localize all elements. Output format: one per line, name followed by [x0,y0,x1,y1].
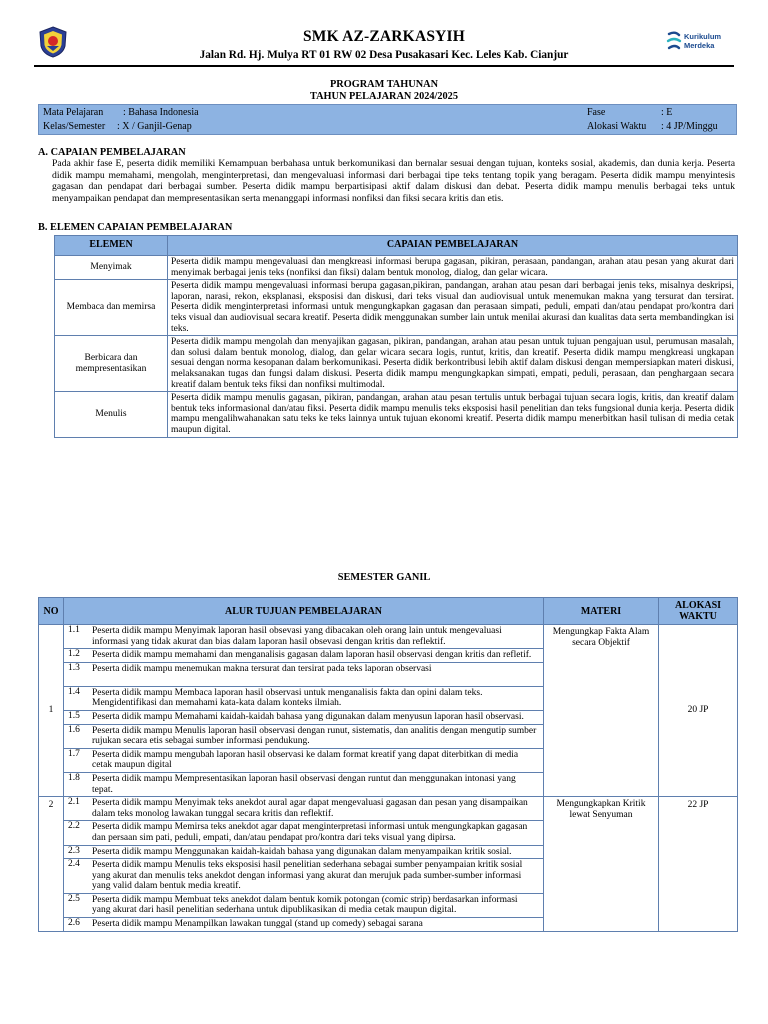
list-item: 1.8 Peserta didik mampu Mempresentasikan laporan hasil observasi dengan runtut dan menggunakan intonasi yang tepat. [68,772,516,795]
list-item: 2.6 Peserta didik mampu Menampilkan lawakan tunggal (stand up comedy) sebagai sarana [68,918,423,930]
col-elemen-header: ELEMEN [55,236,168,256]
table-row [39,625,738,797]
list-item: 2.4 Peserta didik mampu Menulis teks eksposisi hasil penelitian sederhana sebagai sumber penyampaian kritik sosial yang akurat dan menulis teks anekdot dengan informasi yang akurat dan merujuk pada sumber-sumber informasi yang valid dalam bentuk media kreatif. [64,859,543,894]
fase-value: : E [661,107,673,118]
group-number: 1 [39,625,64,797]
list-item: 2.5 Peserta didik mampu Membuat teks anekdot dalam bentuk komik potongan (comic strip) berdasarkan informasi yang akurat dari hasil penelitian sederhana untuk dipublikasikan di media cetak maupun digital. [64,894,543,918]
list-item: 2.3 Peserta didik mampu Menggunakan kaidah-kaidah bahasa yang digunakan dalam menyampaikan kritik sosial. [64,846,543,860]
program-title: PROGRAM TAHUNAN [329,79,439,90]
elemen-name: Menulis [55,392,168,437]
capaian-text: Pada akhir fase E, peserta didik memiliki Kemampuan berbahasa untuk berkomunikasi dan bernalar sesuai dengan tujuan, konteks sosial, akademis, dan dunia kerja. Peserta didik mampu memahami, mengolah, menginterpretasi, dan mengevaluasi informasi dari berbagai tipe teks tentang topik yang beragam. Peserta didik mampu menyintesis gagasan dan pendapat dari berbagai sumber. Peserta didik mampu berpartisipasi aktif dalam diskusi dan debat. Peserta didik mampu menulis berbagai teks untuk menyampaikan pendapat dan mempresentasikan serta menanggapi informasi nonfiksi dan fiksi secara kritis dan etis. [52,158,735,204]
col-no-header: NO [39,598,64,625]
group-number: 2 [39,797,64,932]
list-item: 1.5 Peserta didik mampu Memahami kaidah-kaidah bahasa yang digunakan dalam menyusun laporan hasil observasi. [64,711,543,725]
list-item: 1.6 Peserta didik mampu Menulis laporan hasil observasi dengan runut, sistematis, dan analitis dengan mengutip sumber rujukan secara etis sebagai sumber informasi pendukung. [64,725,543,749]
materi-cell: Mengungkapkan Kritik lewat Senyuman [544,797,659,932]
mapel-value: : Bahasa Indonesia [123,107,199,118]
kurikulum-merdeka-logo [666,30,736,56]
table-row [55,392,738,437]
col-materi-header: MATERI [544,598,659,625]
list-item: 1.7 Peserta didik mampu mengubah laporan hasil observasi ke dalam format kreatif yang dapat diterbitkan di media cetak maupun digital [64,749,543,773]
col-capaian-header: CAPAIAN PEMBELAJARAN [168,236,738,256]
capaian-cell: Peserta didik mampu mengevaluasi informasi berupa gagasan,pikiran, pandangan, arahan atau pesan dari berbagai jenis teks, misalnya deskripsi, laporan, narasi, rekon, eksplanasi, eksposisi dan diskusi, dari teks visual dan audiovisual untuk menemukan makna yang tersurat dan tersirat. Peserta didik menginterpretasi informasi untuk mengungkapkan gagasan dan perasaan simpati, peduli, empati dan/atau pendapat pro/kontra dari teks visual dan audiovisual secara kreatif. Peserta didik menggunakan sumber lain untuk menilai akurasi dan kualitas data serta membandingkan isi teks. [168,280,738,336]
fase-label: Fase [587,107,606,118]
kelas-label: Kelas/Semester [43,121,106,132]
elemen-name: Membaca dan memirsa [55,280,168,336]
elemen-table [54,235,738,438]
alokasi-value: : 4 JP/Minggu [661,121,718,132]
mapel-label: Mata Pelajaran [43,107,104,118]
elemen-name: Berbicara dan mempresentasikan [55,336,168,392]
alokasi-cell: 22 JP [659,797,738,932]
table-row [39,797,738,932]
list-item: 2.1 Peserta didik mampu Menyimak teks anekdot aural agar dapat mengevaluasi gagasan dan pesan yang disampaikan dalam teks monolog lawakan tunggal secara kritis dan reflektif. [64,797,543,821]
table-row [55,336,738,392]
table-row [55,280,738,336]
alokasi-cell: 20 JP [659,625,738,797]
atp-table [38,597,738,932]
col-alur-header: ALUR TUJUAN PEMBELAJARAN [64,598,544,625]
header-divider [34,65,734,67]
section-b-title: B. ELEMEN CAPAIAN PEMBELAJARAN [38,222,233,233]
section-a-title: A. CAPAIAN PEMBELAJARAN [38,147,186,158]
letterhead [34,24,734,64]
list-item: 1.3 Peserta didik mampu menemukan makna tersurat dan tersirat pada teks laporan observasi [64,663,543,687]
capaian-cell: Peserta didik mampu menulis gagasan, pikiran, pandangan, arahan atau pesan tertulis untuk berbagai tujuan secara logis, kritis, dan kreatif dalam bentuk teks informasional dan/atau fiksi. Peserta didik mampu menulis teks eksposisi hasil penelitian dan teks fungsional dunia kerja. Peserta didik mampu mengalihwahanakan satu teks ke teks lainnya untuk tujuan ekonomi kreatif. Peserta didik mampu menerbitkan hasil tulisan di media cetak maupun digital. [168,392,738,437]
capaian-cell: Peserta didik mampu mengolah dan menyajikan gagasan, pikiran, pandangan, arahan atau pesan untuk tujuan pengajuan usul, perumusan masalah, dan solusi dalam bentuk monolog, dialog, dan gelar wicara secara logis, runtut, kritis, dan kreatif. Peserta didik mampu mengkreasi ungkapan sesuai dengan norma kesopanan dalam berkomunikasi. Peserta didik berkontribusi lebih aktif dalam diskusi dengan mempersiapkan materi diskusi, melaksanakan tugas dan fungsi dalam diskusi. Peserta didik mampu mengungkapkan simpati, empati, peduli, perasaan, dan penghargaan secara kreatif dalam bentuk teks fiksi dan nonfiksi multimodal. [168,336,738,392]
semester-title: SEMESTER GANIL [337,572,431,583]
list-item: 1.2 Peserta didik mampu memahami dan menganalisis gagasan dalam laporan hasil observasi dengan kritis dan refletif. [64,649,543,663]
table-row [55,256,738,280]
atp-items [64,797,544,932]
list-item: 1.4 Peserta didik mampu Membaca laporan hasil observasi untuk menganalisis fakta dan opini dalam teks. Mengidentifikasi dan memahami kata-kata dalam konteks ilmiah. [64,687,543,711]
materi-cell: Mengungkap Fakta Alam secara Objektif [544,625,659,797]
kurikulum-merdeka-text: Kurikulum Merdeka [684,32,722,50]
school-name: SMK AZ-ZARKASYIH [302,28,466,45]
capaian-cell: Peserta didik mampu mengevaluasi dan mengkreasi informasi berupa gagasan, pikiran, perasaan, pandangan, arahan atau pesan yang akurat dari menyimak berbagai jenis teks (nonfiksi dan fiksi) dalam bentuk monolog, dialog, dan gelar wicara. [168,256,738,280]
kurikulum-merdeka-icon [666,30,682,52]
atp-items [64,625,544,797]
school-address: Jalan Rd. Hj. Mulya RT 01 RW 02 Desa Pusakasari Kec. Leles Kab. Cianjur [199,49,569,61]
col-alokasi-header: ALOKASI WAKTU [659,598,738,625]
subject-info-bar [38,104,737,135]
elemen-name: Menyimak [55,256,168,280]
alokasi-label: Alokasi Waktu [587,121,647,132]
list-item: 2.2 Peserta didik mampu Memirsa teks anekdot agar dapat menginterpretasi informasi untuk mengungkapkan gagasan dan persaan sim pati, peduli, empati, dan/atau pendapat pro/kontra dari teks visual yang dipirsa. [64,821,543,845]
kelas-value: : X / Ganjil-Genap [117,121,192,132]
program-year: TAHUN PELAJARAN 2024/2025 [310,91,458,102]
list-item: 1.1 Peserta didik mampu Menyimak laporan hasil obsevasi yang dibacakan oleh orang lain untuk mengevaluasi informasi yang tidak akurat dan bias dalam laporan hasil obsevasi dengan kritis dan reflektif. [64,625,543,649]
